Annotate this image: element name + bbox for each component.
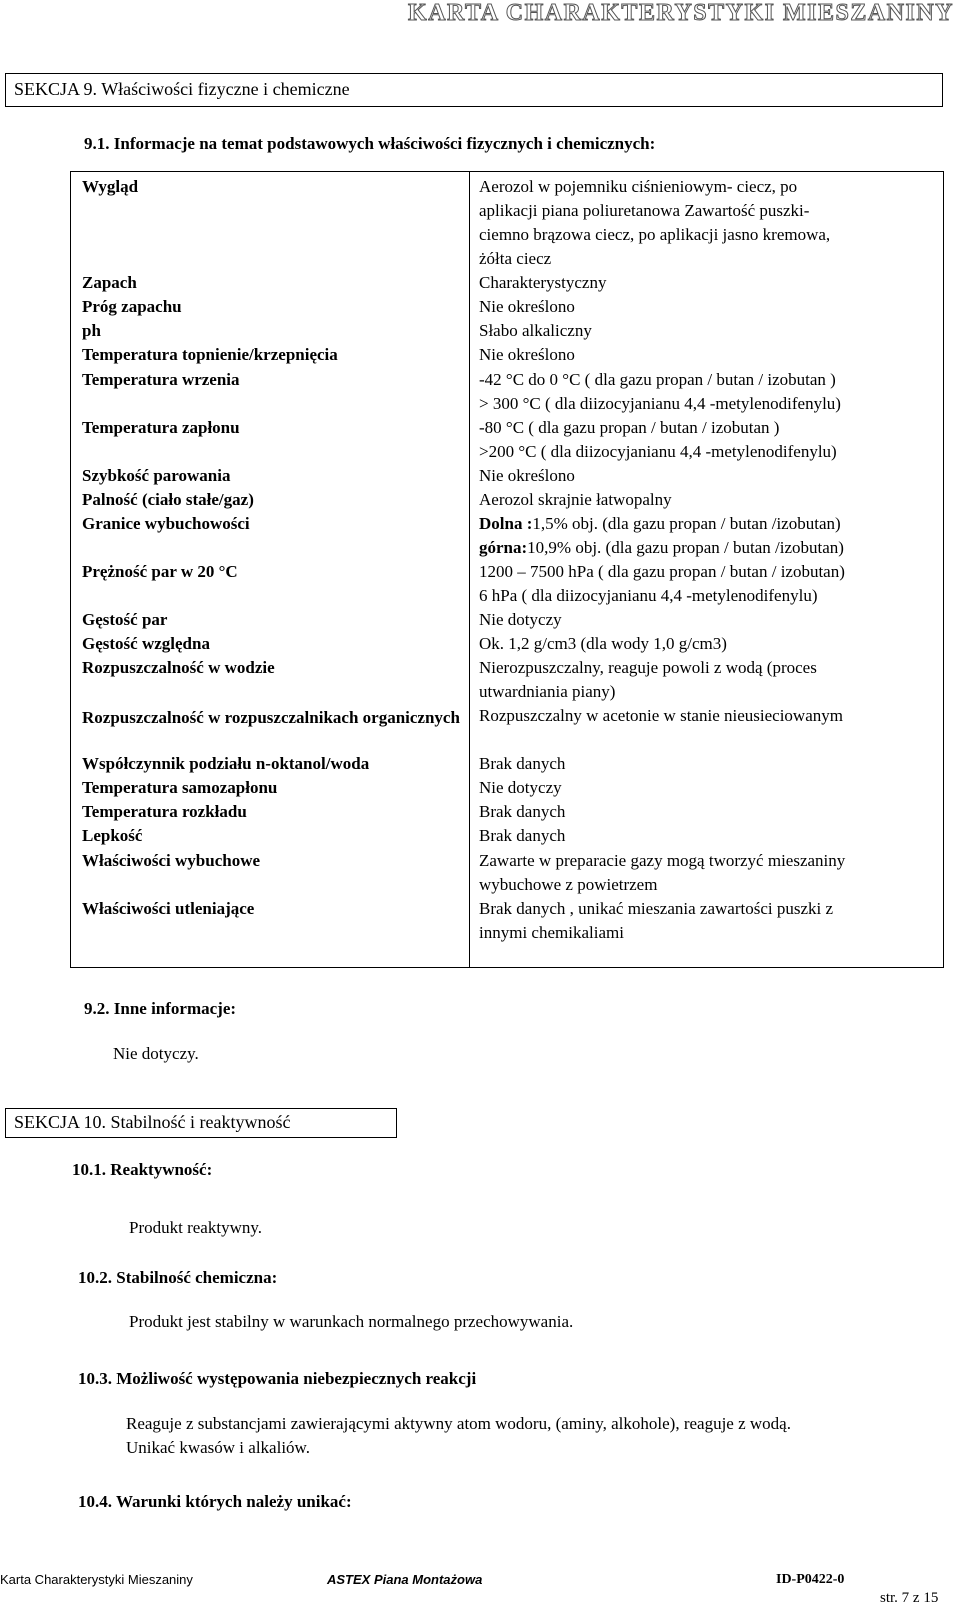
row-label-oxidizing-properties: Właściwości utleniające (82, 899, 255, 918)
row-value: 6 hPa ( dla diizocyjanianu 4,4 -metylenodifenylu) (479, 586, 818, 605)
subsection-10-1-heading: 10.1. Reaktywność: (72, 1160, 213, 1179)
row-value: innymi chemikaliami (479, 923, 624, 942)
row-label-vapor-density: Gęstość par (82, 610, 168, 629)
row-value: Nie dotyczy (479, 778, 562, 797)
footer-product-name: ASTEX Piana Montażowa (327, 1572, 483, 1587)
row-label-viscosity: Lepkość (82, 826, 143, 845)
row-label-odor: Zapach (82, 273, 137, 292)
row-label-odor-threshold: Próg zapachu (82, 297, 182, 316)
row-label-relative-density: Gęstość względna (82, 634, 210, 653)
subsection-10-2-text: Produkt jest stabilny w warunkach normalnego przechowywania. (129, 1312, 574, 1331)
section-10-title: SEKCJA 10. Stabilność i reaktywność (14, 1112, 291, 1132)
row-value: Brak danych (479, 802, 566, 821)
row-value: Aerozol w pojemniku ciśnieniowym- ciecz, po (479, 177, 798, 196)
row-label-explosive-limits: Granice wybuchowości (82, 514, 250, 533)
row-label-appearance: Wygląd (82, 177, 139, 196)
row-value: ciemno brązowa ciecz, po aplikacji jasno kremowa, (479, 225, 831, 244)
row-label-flash-point: Temperatura zapłonu (82, 418, 240, 437)
row-label-flammability: Palność (ciało stałe/gaz) (82, 490, 254, 509)
row-value: >200 °C ( dla diizocyjanianu 4,4 -metylenodifenylu) (479, 442, 837, 461)
row-label-melting-point: Temperatura topnienie/krzepnięcia (82, 345, 338, 364)
row-value: utwardniania piany) (479, 682, 616, 701)
row-value: żółta ciecz (479, 249, 552, 268)
row-label-boiling-point: Temperatura wrzenia (82, 370, 240, 389)
row-value: Rozpuszczalny w acetonie w stanie nieusieciowanym (479, 706, 843, 725)
row-label-organic-solubility: Rozpuszczalność w rozpuszczalnikach organicznych (82, 708, 460, 727)
section-9-title: SEKCJA 9. Właściwości fizyczne i chemiczne (14, 79, 350, 99)
row-value: Zawarte w preparacie gazy mogą tworzyć mieszaniny (479, 851, 846, 870)
footer-page-number: str. 7 z 15 (880, 1590, 939, 1606)
footer-document-name: Karta Charakterystyki Mieszaniny (0, 1572, 193, 1587)
row-value: Aerozol skrajnie łatwopalny (479, 490, 672, 509)
row-label-partition-coefficient: Współczynnik podziału n-oktanol/woda (82, 754, 370, 773)
subsection-9-2-text: Nie dotyczy. (113, 1044, 199, 1063)
table-column-divider (469, 172, 470, 967)
row-value: aplikacji piana poliuretanowa Zawartość puszki- (479, 201, 810, 220)
row-value: Słabo alkaliczny (479, 321, 592, 340)
row-value: Brak danych , unikać mieszania zawartości puszki z (479, 899, 834, 918)
subsection-10-4-heading: 10.4. Warunki których należy unikać: (78, 1492, 352, 1511)
row-value: górna:10,9% obj. (dla gazu propan / butan /izobutan) (479, 538, 844, 557)
row-value: wybuchowe z powietrzem (479, 875, 658, 894)
row-value: -42 °C do 0 °C ( dla gazu propan / butan / izobutan ) (479, 370, 836, 389)
row-label-ph: ph (82, 321, 101, 340)
row-value: Nierozpuszczalny, reaguje powoli z wodą (proces (479, 658, 817, 677)
row-value: Nie określono (479, 297, 575, 316)
row-value: Dolna :1,5% obj. (dla gazu propan / butan /izobutan) (479, 514, 841, 533)
subsection-10-3-heading: 10.3. Możliwość występowania niebezpiecznych reakcji (78, 1369, 477, 1388)
row-value: 1200 – 7500 hPa ( dla gazu propan / butan / izobutan) (479, 562, 845, 581)
row-label-decomposition: Temperatura rozkładu (82, 802, 247, 821)
row-label-explosive-properties: Właściwości wybuchowe (82, 851, 261, 870)
subsection-10-1-text: Produkt reaktywny. (129, 1218, 262, 1237)
row-label-water-solubility: Rozpuszczalność w wodzie (82, 658, 275, 677)
subsection-9-2-heading: 9.2. Inne informacje: (84, 999, 237, 1018)
row-value: Charakterystyczny (479, 273, 607, 292)
subsection-10-2-heading: 10.2. Stabilność chemiczna: (78, 1268, 278, 1287)
row-value: Nie dotyczy (479, 610, 562, 629)
row-value: Nie określono (479, 345, 575, 364)
subsection-10-3-text-line1: Reaguje z substancjami zawierającymi aktywny atom wodoru, (aminy, alkohole), reaguje z wodą. (126, 1414, 791, 1433)
row-value: Nie określono (479, 466, 575, 485)
subsection-10-3-text-line2: Unikać kwasów i alkaliów. (126, 1438, 310, 1457)
row-value: -80 °C ( dla gazu propan / butan / izobutan ) (479, 418, 780, 437)
row-label-vapor-pressure: Prężność par w 20 °C (82, 562, 238, 581)
subsection-9-1-heading: 9.1. Informacje na temat podstawowych właściwości fizycznych i chemicznych: (84, 134, 656, 153)
row-label-autoignition: Temperatura samozapłonu (82, 778, 278, 797)
row-value: Brak danych (479, 754, 566, 773)
row-value: Ok. 1,2 g/cm3 (dla wody 1,0 g/cm3) (479, 634, 727, 653)
row-value: > 300 °C ( dla diizocyjanianu 4,4 -metylenodifenylu) (479, 394, 841, 413)
document-header-title: KARTA CHARAKTERYSTYKI MIESZANINY (408, 0, 954, 26)
row-value: Brak danych (479, 826, 566, 845)
footer-document-id: ID-P0422-0 (776, 1572, 845, 1587)
row-label-evaporation-rate: Szybkość parowania (82, 466, 231, 485)
